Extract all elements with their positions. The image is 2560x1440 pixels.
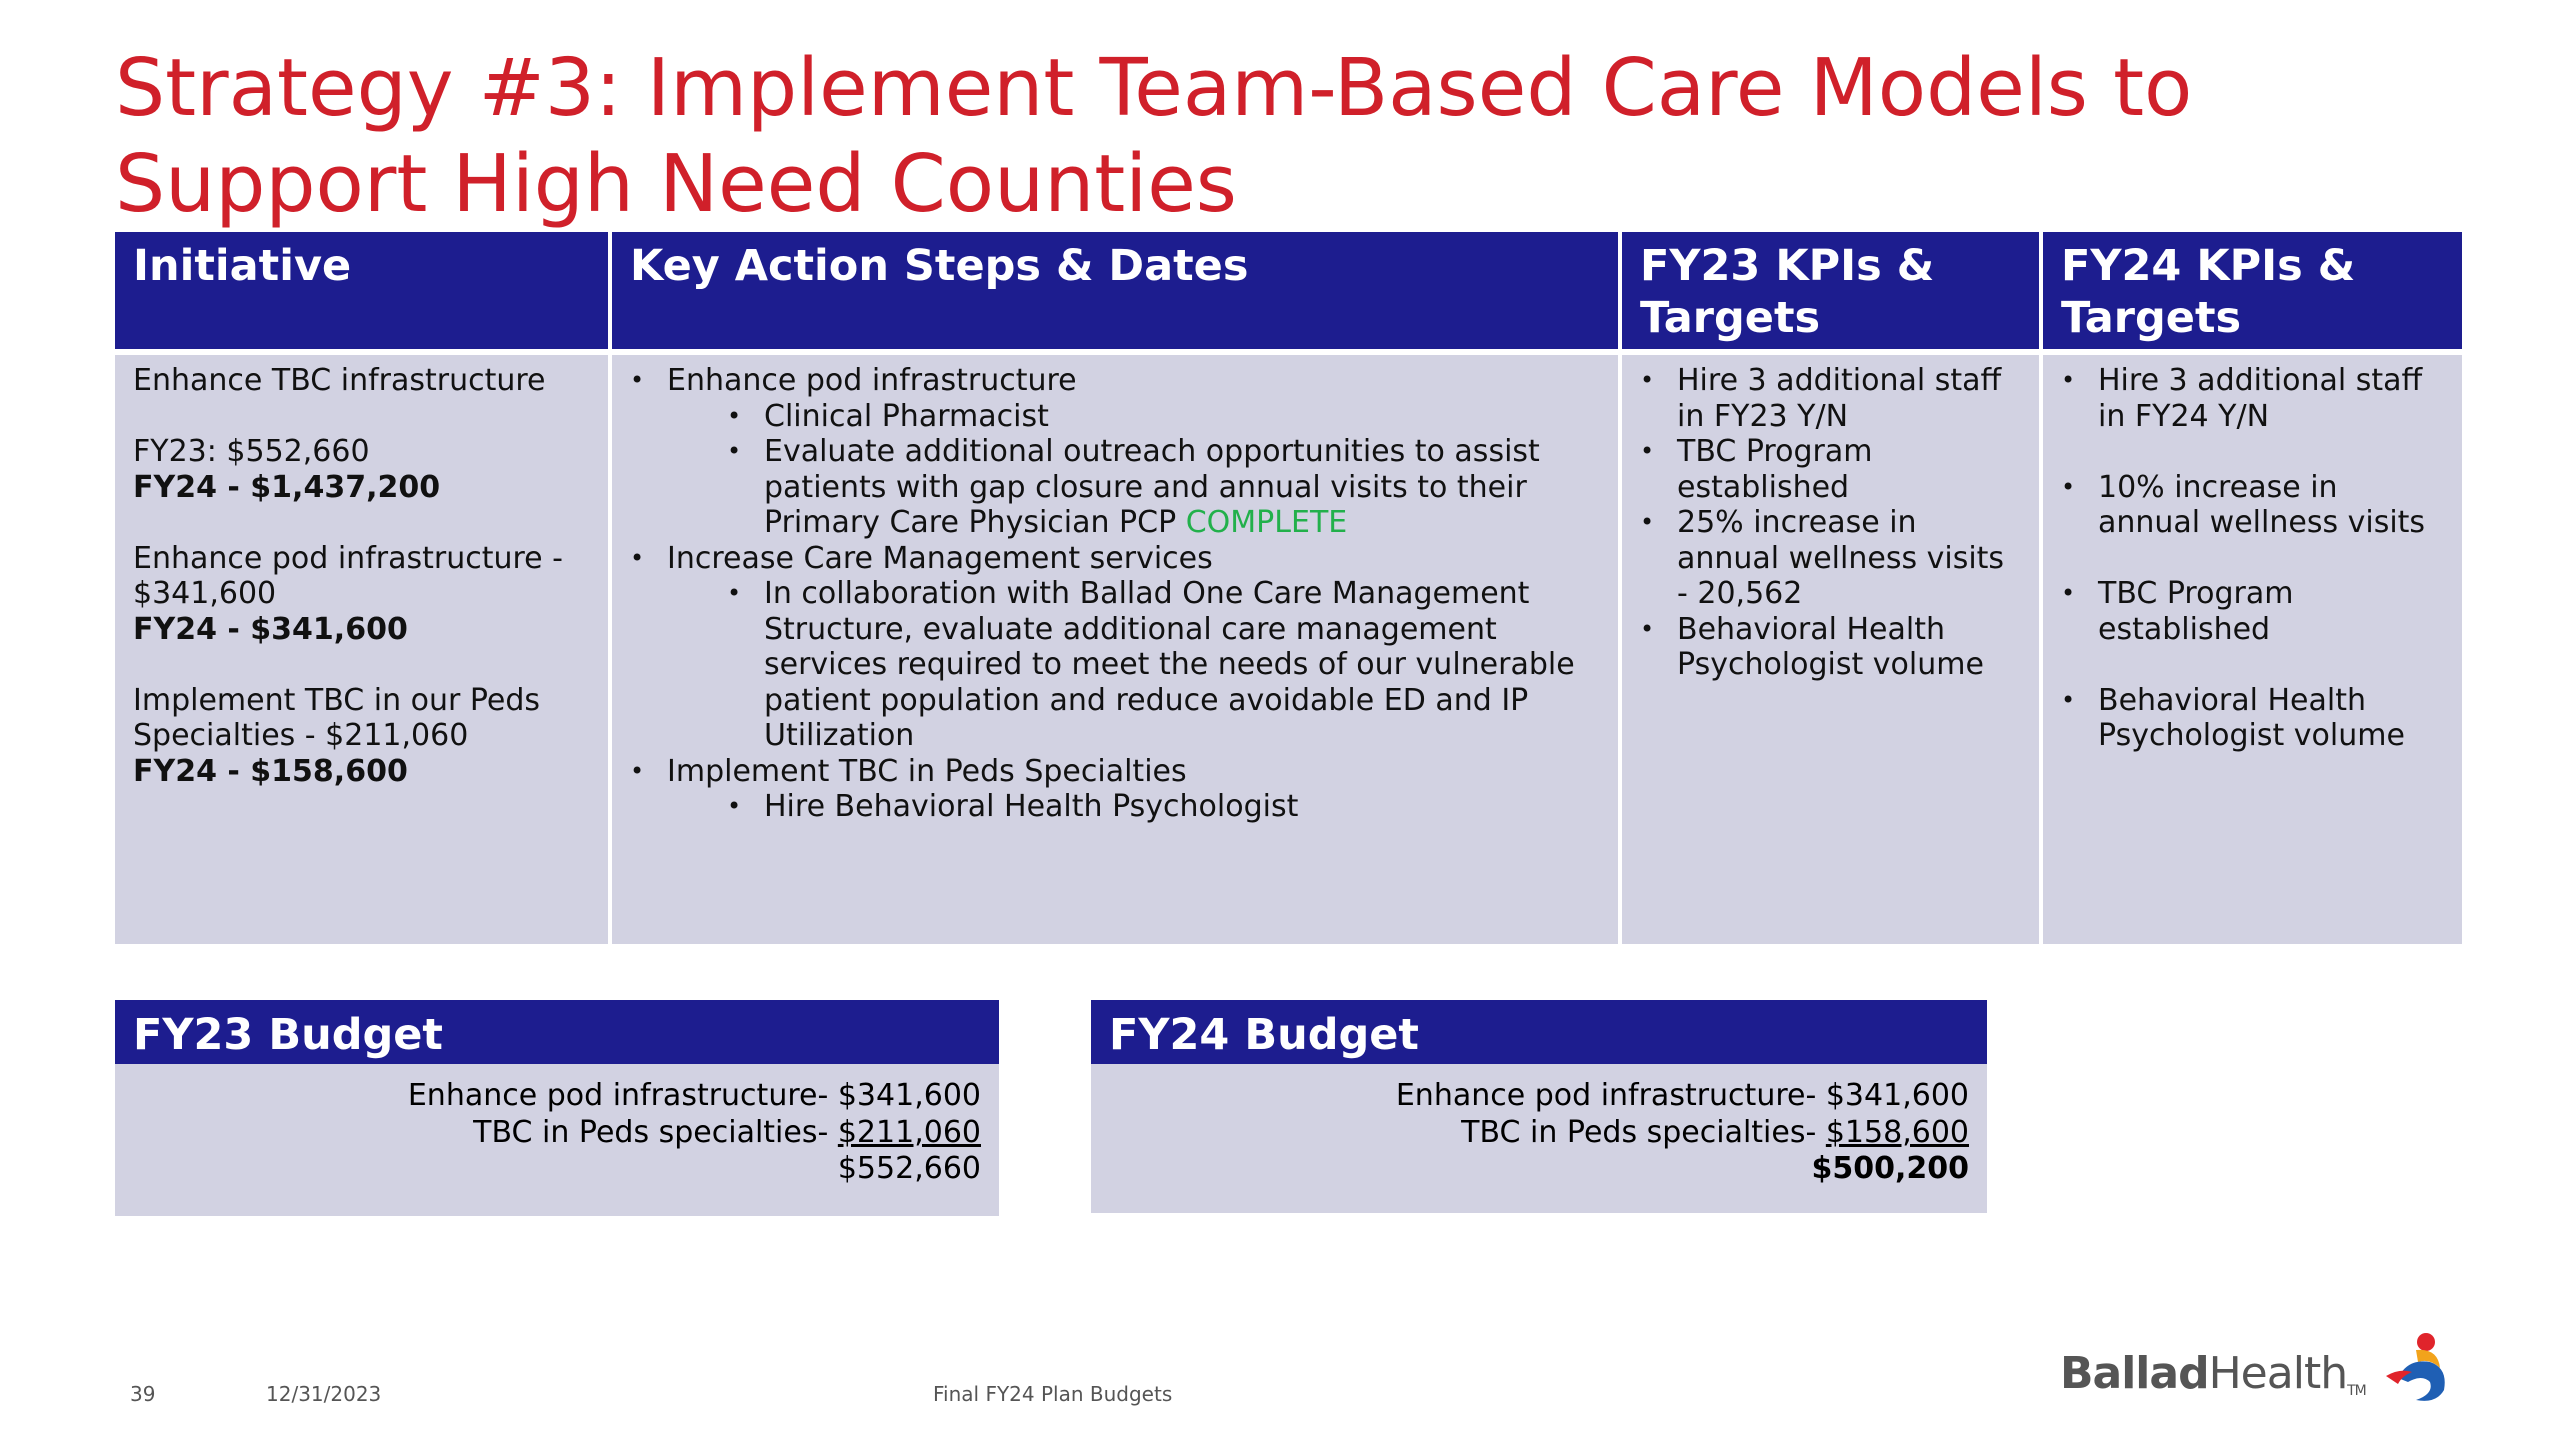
ballad-health-logo bbox=[2060, 1328, 2460, 1408]
table-row bbox=[115, 352, 2462, 944]
footer-center-text: Final FY24 Plan Budgets bbox=[933, 1382, 1173, 1406]
list-item: • TBC Program established bbox=[2061, 576, 2444, 647]
list-item: • TBC Program established bbox=[1640, 434, 2021, 505]
initiative-line: FY24 - $341,600 bbox=[133, 611, 408, 647]
list-item: • 25% increase in annual wellness visits - 20,562 bbox=[1640, 505, 2021, 612]
logo-wordmark bbox=[2060, 1348, 2366, 1399]
list-item: • In collaboration with Ballad One Care Management Structure, evaluate additional care management services required to meet the needs of our vulnerable patient population and reduce avoidable ED and IP Utilization bbox=[630, 576, 1600, 754]
logo-tm: TM bbox=[2347, 1383, 2366, 1399]
budget-label: TBC in Peds specialties- bbox=[1461, 1114, 1817, 1150]
actions-list bbox=[630, 363, 1600, 825]
actions-cell bbox=[610, 352, 1620, 944]
list-item bbox=[630, 434, 1600, 541]
strategy-table bbox=[115, 232, 2462, 944]
fy24-kpis-cell bbox=[2041, 352, 2462, 944]
fy23-budget-box bbox=[115, 1000, 999, 1216]
budget-label: Enhance pod infrastructure- bbox=[1395, 1078, 1817, 1113]
footer-date: 12/31/2023 bbox=[266, 1382, 382, 1406]
slide-title-line-1: Strategy #3: Implement Team-Based Care Models to bbox=[115, 42, 2193, 134]
budget-value: $341,600 bbox=[1825, 1078, 1969, 1113]
list-item: • Behavioral Health Psychologist volume bbox=[1640, 612, 2021, 683]
initiative-line: Enhance TBC infrastructure bbox=[133, 363, 546, 398]
logo-bird-icon bbox=[2378, 1328, 2458, 1408]
list-item: • Implement TBC in Peds Specialties bbox=[630, 754, 1600, 790]
list-item: • Hire 3 additional staff in FY23 Y/N bbox=[1640, 363, 2021, 434]
logo-light-part: Health bbox=[2208, 1348, 2348, 1399]
budget-row bbox=[1109, 1115, 1969, 1152]
initiative-line: FY23: $552,660 bbox=[133, 434, 370, 469]
list-item: • 10% increase in annual wellness visits bbox=[2061, 470, 2444, 541]
initiative-line: FY24 - $1,437,200 bbox=[133, 469, 441, 505]
initiative-cell bbox=[115, 352, 610, 944]
initiative-line: FY24 - $158,600 bbox=[133, 753, 408, 789]
initiative-line: Implement TBC in our Peds Specialties - $211,060 bbox=[133, 682, 541, 753]
list-item: • Hire Behavioral Health Psychologist bbox=[630, 789, 1600, 825]
list-item: • Enhance pod infrastructure bbox=[630, 363, 1600, 399]
budget-row bbox=[133, 1115, 981, 1152]
fy24-budget-box bbox=[1091, 1000, 1987, 1213]
budget-value: $341,600 bbox=[837, 1078, 981, 1113]
page-number: 39 bbox=[130, 1382, 156, 1406]
header-fy23-kpis: FY23 KPIs & Targets bbox=[1620, 232, 2041, 352]
logo-bold-part: Ballad bbox=[2060, 1348, 2209, 1399]
slide-title bbox=[115, 40, 2415, 232]
list-item: • Increase Care Management services bbox=[630, 541, 1600, 577]
list-item: • Hire 3 additional staff in FY24 Y/N bbox=[2061, 363, 2444, 434]
header-initiative: Initiative bbox=[115, 232, 610, 352]
budget-value: $158,600 bbox=[1825, 1114, 1969, 1150]
initiative-line: Enhance pod infrastructure - $341,600 bbox=[133, 540, 563, 611]
slide-title-line-2: Support High Need Counties bbox=[115, 138, 1237, 230]
budget-total: $552,660 bbox=[837, 1151, 981, 1186]
budget-total: $500,200 bbox=[1811, 1151, 1969, 1186]
list-item: • Behavioral Health Psychologist volume bbox=[2061, 683, 2444, 754]
complete-status: COMPLETE bbox=[1185, 505, 1348, 540]
table-header-row bbox=[115, 232, 2462, 352]
budget-value: $211,060 bbox=[837, 1114, 981, 1150]
header-fy24-kpis: FY24 KPIs & Targets bbox=[2041, 232, 2462, 352]
fy24-kpi-list bbox=[2061, 363, 2444, 754]
fy23-kpi-list bbox=[1640, 363, 2021, 683]
budget-label: Enhance pod infrastructure- bbox=[407, 1078, 829, 1113]
budget-row bbox=[133, 1078, 981, 1115]
fy23-budget-title: FY23 Budget bbox=[115, 1000, 999, 1064]
header-key-action-steps: Key Action Steps & Dates bbox=[610, 232, 1620, 352]
list-item: • Clinical Pharmacist bbox=[630, 399, 1600, 435]
list-item-text: Evaluate additional outreach opportunities to assist patients with gap closure and annual visits to their Primary Care Physician PCP bbox=[764, 434, 1540, 540]
budget-label: TBC in Peds specialties- bbox=[473, 1114, 829, 1150]
fy23-kpis-cell bbox=[1620, 352, 2041, 944]
fy24-budget-title: FY24 Budget bbox=[1091, 1000, 1987, 1064]
budget-row bbox=[1109, 1078, 1969, 1115]
